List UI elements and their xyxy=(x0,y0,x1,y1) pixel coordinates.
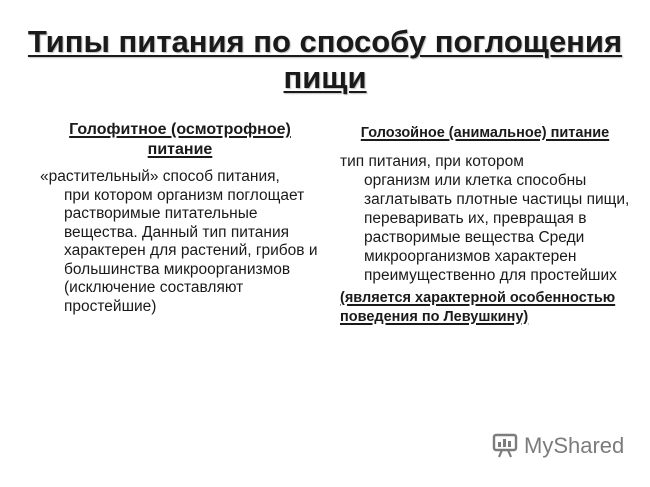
holozoic-description-first-line: тип питания, при котором xyxy=(340,153,524,170)
holozoic-note: (является характерной особенностью поведения по Левушкину) xyxy=(340,290,616,325)
myshared-logo-icon xyxy=(492,432,520,460)
holozoic-column xyxy=(340,124,630,327)
holophytic-column xyxy=(40,120,320,316)
myshared-watermark xyxy=(492,432,624,460)
holophytic-description-first-line: «растительный» способ питания, xyxy=(40,168,280,185)
holozoic-description xyxy=(340,152,630,285)
holophytic-heading: Голофитное (осмотрофное) питание xyxy=(69,121,291,158)
myshared-text: MyShared xyxy=(524,433,625,458)
page-title: Типы питания по способу поглощения пищи xyxy=(27,24,623,95)
holophytic-description xyxy=(40,168,320,316)
holozoic-description-body: организм или клетка способны заглатывать плотные частицы пищи, переваривать их, превращая в растворимые вещества Среди микроорганизмов характерен преимущественно для простейших xyxy=(364,172,630,284)
holozoic-heading: Голозойное (анимальное) питание xyxy=(360,125,610,141)
holophytic-description-body: при котором организм поглощает растворимые питательные вещества. Данный тип питания характерен для растений, грибов и большинства микроорганизмов (исключение составляют простейшие) xyxy=(64,186,318,315)
